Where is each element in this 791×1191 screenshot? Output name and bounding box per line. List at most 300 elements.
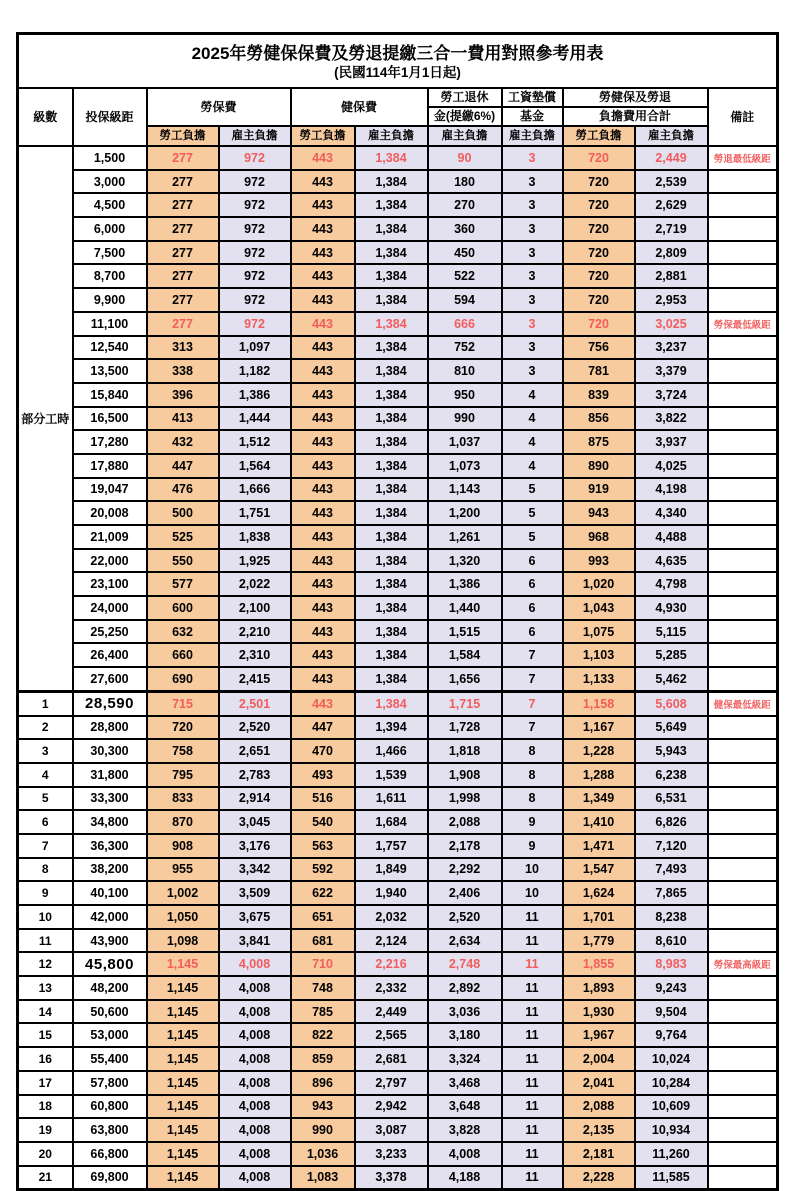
cell-insured-bracket: 6,000 — [73, 217, 147, 241]
cell-insured-bracket: 25,250 — [73, 620, 147, 644]
table-row — [18, 525, 778, 549]
cell-labor-employer: 2,783 — [219, 763, 291, 787]
cell-wage-fund-employer: 11 — [502, 929, 563, 953]
cell-health-employee: 563 — [291, 834, 355, 858]
cell-wage-fund-employer: 5 — [502, 478, 563, 502]
cell-insured-bracket: 22,000 — [73, 549, 147, 573]
cell-insured-bracket: 42,000 — [73, 905, 147, 929]
cell-total-employee: 1,547 — [563, 858, 635, 882]
cell-pension-employer: 1,715 — [428, 691, 502, 715]
table-row — [18, 1000, 778, 1024]
cell-labor-employee: 690 — [147, 667, 219, 691]
cell-insured-bracket: 16,500 — [73, 407, 147, 431]
cell-total-employee: 1,967 — [563, 1023, 635, 1047]
cell-insured-bracket: 1,500 — [73, 146, 147, 170]
cell-insured-bracket: 28,590 — [73, 691, 147, 715]
subheader-labor-employee: 勞工負擔 — [147, 126, 219, 146]
cell-health-employer: 1,940 — [355, 881, 428, 905]
cell-pension-employer: 180 — [428, 170, 502, 194]
cell-labor-employer: 1,925 — [219, 549, 291, 573]
cell-insured-bracket: 31,800 — [73, 763, 147, 787]
cell-note: 健保最低級距 — [708, 691, 778, 715]
cell-labor-employee: 500 — [147, 501, 219, 525]
cell-labor-employee: 795 — [147, 763, 219, 787]
table-row — [18, 549, 778, 573]
cell-pension-employer: 2,292 — [428, 858, 502, 882]
cell-wage-fund-employer: 4 — [502, 430, 563, 454]
cell-pension-employer: 1,143 — [428, 478, 502, 502]
cell-health-employer: 1,466 — [355, 739, 428, 763]
cell-wage-fund-employer: 3 — [502, 336, 563, 360]
cell-note — [708, 1118, 778, 1142]
cell-wage-fund-employer: 3 — [502, 288, 563, 312]
cell-total-employee: 781 — [563, 359, 635, 383]
cell-health-employee: 540 — [291, 810, 355, 834]
cell-total-employer: 5,462 — [635, 667, 708, 691]
cell-insured-bracket: 26,400 — [73, 643, 147, 667]
cell-total-employer: 6,826 — [635, 810, 708, 834]
cell-level: 10 — [18, 905, 73, 929]
cell-total-employer: 3,724 — [635, 383, 708, 407]
cell-insured-bracket: 33,300 — [73, 787, 147, 811]
cell-total-employee: 1,288 — [563, 763, 635, 787]
cell-pension-employer: 3,324 — [428, 1047, 502, 1071]
cell-note — [708, 976, 778, 1000]
cell-level: 5 — [18, 787, 73, 811]
cell-health-employer: 2,565 — [355, 1023, 428, 1047]
cell-labor-employer: 972 — [219, 193, 291, 217]
cell-total-employer: 10,024 — [635, 1047, 708, 1071]
cell-labor-employee: 1,145 — [147, 1142, 219, 1166]
cell-pension-employer: 1,261 — [428, 525, 502, 549]
cell-health-employer: 1,384 — [355, 501, 428, 525]
table-row — [18, 217, 778, 241]
title-box — [18, 34, 778, 89]
cell-total-employee: 1,624 — [563, 881, 635, 905]
cell-health-employee: 443 — [291, 643, 355, 667]
table-row — [18, 1118, 778, 1142]
cell-insured-bracket: 63,800 — [73, 1118, 147, 1142]
cell-note — [708, 596, 778, 620]
cell-insured-bracket: 7,500 — [73, 241, 147, 265]
cell-note — [708, 241, 778, 265]
cell-level: 14 — [18, 1000, 73, 1024]
cell-labor-employee: 1,145 — [147, 1047, 219, 1071]
table-row — [18, 572, 778, 596]
cell-note — [708, 810, 778, 834]
cell-wage-fund-employer: 10 — [502, 881, 563, 905]
cell-labor-employee: 870 — [147, 810, 219, 834]
cell-health-employer: 1,384 — [355, 241, 428, 265]
cell-health-employer: 1,384 — [355, 359, 428, 383]
cell-total-employer: 3,822 — [635, 407, 708, 431]
cell-level: 7 — [18, 834, 73, 858]
cell-health-employee: 1,036 — [291, 1142, 355, 1166]
cell-insured-bracket: 23,100 — [73, 572, 147, 596]
cell-labor-employer: 972 — [219, 146, 291, 170]
cell-insured-bracket: 36,300 — [73, 834, 147, 858]
table-row — [18, 336, 778, 360]
cell-labor-employee: 600 — [147, 596, 219, 620]
cell-total-employer: 8,983 — [635, 952, 708, 976]
cell-insured-bracket: 30,300 — [73, 739, 147, 763]
cell-note — [708, 572, 778, 596]
cell-insured-bracket: 53,000 — [73, 1023, 147, 1047]
cell-pension-employer: 450 — [428, 241, 502, 265]
cell-total-employer: 4,025 — [635, 454, 708, 478]
cell-pension-employer: 1,440 — [428, 596, 502, 620]
cell-wage-fund-employer: 11 — [502, 1095, 563, 1119]
cell-note — [708, 787, 778, 811]
cell-pension-employer: 270 — [428, 193, 502, 217]
cell-labor-employer: 4,008 — [219, 1047, 291, 1071]
cell-labor-employer: 3,176 — [219, 834, 291, 858]
cell-wage-fund-employer: 11 — [502, 952, 563, 976]
cell-labor-employee: 715 — [147, 691, 219, 715]
cell-note — [708, 858, 778, 882]
cell-health-employee: 443 — [291, 525, 355, 549]
subheader-health-employer: 雇主負擔 — [355, 126, 428, 146]
table-row — [18, 170, 778, 194]
cell-wage-fund-employer: 4 — [502, 383, 563, 407]
cell-total-employee: 720 — [563, 288, 635, 312]
cell-pension-employer: 1,073 — [428, 454, 502, 478]
cell-insured-bracket: 11,100 — [73, 312, 147, 336]
cell-pension-employer: 594 — [428, 288, 502, 312]
cell-labor-employee: 277 — [147, 312, 219, 336]
cell-labor-employer: 4,008 — [219, 1000, 291, 1024]
cell-level: 1 — [18, 691, 73, 715]
cell-pension-employer: 752 — [428, 336, 502, 360]
cell-health-employer: 1,384 — [355, 407, 428, 431]
cell-health-employee: 443 — [291, 501, 355, 525]
cell-health-employee: 443 — [291, 620, 355, 644]
cell-level: 3 — [18, 739, 73, 763]
table-row — [18, 739, 778, 763]
cell-pension-employer: 2,406 — [428, 881, 502, 905]
cell-insured-bracket: 66,800 — [73, 1142, 147, 1166]
cell-note — [708, 643, 778, 667]
cell-total-employer: 6,238 — [635, 763, 708, 787]
cell-wage-fund-employer: 3 — [502, 312, 563, 336]
cell-total-employer: 8,238 — [635, 905, 708, 929]
cell-health-employer: 1,384 — [355, 478, 428, 502]
cell-labor-employee: 833 — [147, 787, 219, 811]
table-row — [18, 312, 778, 336]
cell-insured-bracket: 21,009 — [73, 525, 147, 549]
cell-insured-bracket: 55,400 — [73, 1047, 147, 1071]
cell-total-employee: 720 — [563, 170, 635, 194]
cell-note — [708, 193, 778, 217]
cell-note — [708, 407, 778, 431]
cell-note — [708, 478, 778, 502]
cell-labor-employee: 1,145 — [147, 976, 219, 1000]
cell-pension-employer: 3,648 — [428, 1095, 502, 1119]
cell-health-employee: 443 — [291, 264, 355, 288]
cell-pension-employer: 522 — [428, 264, 502, 288]
cell-note — [708, 383, 778, 407]
cell-labor-employee: 720 — [147, 716, 219, 740]
cell-total-employer: 5,649 — [635, 716, 708, 740]
table-row — [18, 193, 778, 217]
cell-level: 4 — [18, 763, 73, 787]
table-row — [18, 810, 778, 834]
cell-total-employer: 10,284 — [635, 1071, 708, 1095]
table-row — [18, 929, 778, 953]
cell-pension-employer: 3,828 — [428, 1118, 502, 1142]
page-subtitle: (民國114年1月1日起) — [334, 65, 461, 81]
cell-total-employer: 4,635 — [635, 549, 708, 573]
cell-total-employee: 720 — [563, 146, 635, 170]
cell-health-employer: 2,032 — [355, 905, 428, 929]
cell-total-employer: 4,798 — [635, 572, 708, 596]
table-row — [18, 596, 778, 620]
cell-total-employer: 4,198 — [635, 478, 708, 502]
cell-labor-employee: 1,002 — [147, 881, 219, 905]
cell-total-employee: 1,701 — [563, 905, 635, 929]
cell-pension-employer: 950 — [428, 383, 502, 407]
table-row — [18, 691, 778, 715]
cell-pension-employer: 1,386 — [428, 572, 502, 596]
cell-labor-employer: 3,045 — [219, 810, 291, 834]
cell-health-employee: 443 — [291, 478, 355, 502]
cell-health-employer: 1,384 — [355, 312, 428, 336]
cell-health-employer: 1,384 — [355, 383, 428, 407]
cell-labor-employee: 313 — [147, 336, 219, 360]
cell-health-employer: 2,332 — [355, 976, 428, 1000]
cell-health-employer: 1,384 — [355, 170, 428, 194]
cell-labor-employee: 277 — [147, 170, 219, 194]
cell-total-employee: 2,135 — [563, 1118, 635, 1142]
cell-health-employer: 1,384 — [355, 454, 428, 478]
cell-pension-employer: 2,520 — [428, 905, 502, 929]
cell-total-employer: 11,585 — [635, 1166, 708, 1190]
cell-pension-employer: 810 — [428, 359, 502, 383]
cell-total-employee: 720 — [563, 193, 635, 217]
cell-total-employer: 7,493 — [635, 858, 708, 882]
cell-labor-employer: 3,841 — [219, 929, 291, 953]
cell-level: 15 — [18, 1023, 73, 1047]
table-row — [18, 905, 778, 929]
cell-health-employer: 3,233 — [355, 1142, 428, 1166]
col-header-bracket: 投保級距 — [73, 88, 147, 146]
cell-insured-bracket: 69,800 — [73, 1166, 147, 1190]
cell-total-employer: 2,719 — [635, 217, 708, 241]
cell-labor-employer: 1,386 — [219, 383, 291, 407]
cell-labor-employee: 1,145 — [147, 952, 219, 976]
cell-note — [708, 1047, 778, 1071]
cell-note — [708, 170, 778, 194]
cell-total-employee: 1,893 — [563, 976, 635, 1000]
cell-labor-employer: 972 — [219, 264, 291, 288]
cell-note — [708, 834, 778, 858]
cell-wage-fund-employer: 3 — [502, 359, 563, 383]
cell-insured-bracket: 40,100 — [73, 881, 147, 905]
cell-total-employer: 3,937 — [635, 430, 708, 454]
cell-labor-employee: 577 — [147, 572, 219, 596]
cell-wage-fund-employer: 11 — [502, 1118, 563, 1142]
cell-health-employee: 943 — [291, 1095, 355, 1119]
table-row — [18, 881, 778, 905]
table-row — [18, 834, 778, 858]
table-row — [18, 952, 778, 976]
cell-wage-fund-employer: 6 — [502, 596, 563, 620]
cell-labor-employee: 1,145 — [147, 1071, 219, 1095]
cell-total-employee: 720 — [563, 241, 635, 265]
cell-total-employer: 2,539 — [635, 170, 708, 194]
cell-labor-employer: 4,008 — [219, 976, 291, 1000]
cell-labor-employee: 476 — [147, 478, 219, 502]
cell-level: 17 — [18, 1071, 73, 1095]
cell-health-employee: 443 — [291, 572, 355, 596]
cell-note — [708, 1142, 778, 1166]
cell-labor-employee: 758 — [147, 739, 219, 763]
cell-pension-employer: 90 — [428, 146, 502, 170]
cell-labor-employer: 972 — [219, 241, 291, 265]
cell-health-employee: 1,083 — [291, 1166, 355, 1190]
cell-health-employer: 2,681 — [355, 1047, 428, 1071]
cell-labor-employer: 4,008 — [219, 1071, 291, 1095]
cell-wage-fund-employer: 6 — [502, 572, 563, 596]
cell-pension-employer: 1,818 — [428, 739, 502, 763]
cell-wage-fund-employer: 10 — [502, 858, 563, 882]
cell-wage-fund-employer: 11 — [502, 1071, 563, 1095]
cell-total-employee: 1,020 — [563, 572, 635, 596]
cell-note — [708, 1023, 778, 1047]
cell-wage-fund-employer: 3 — [502, 170, 563, 194]
cell-wage-fund-employer: 7 — [502, 716, 563, 740]
cell-total-employee: 1,103 — [563, 643, 635, 667]
cell-level: 11 — [18, 929, 73, 953]
col-header-wage-fund-line2: 基金 — [502, 107, 563, 126]
cell-wage-fund-employer: 11 — [502, 976, 563, 1000]
cell-note — [708, 549, 778, 573]
col-header-total-line2: 負擔費用合計 — [563, 107, 708, 126]
cell-total-employee: 2,004 — [563, 1047, 635, 1071]
cell-labor-employer: 1,097 — [219, 336, 291, 360]
cell-insured-bracket: 4,500 — [73, 193, 147, 217]
cell-health-employee: 443 — [291, 596, 355, 620]
cell-health-employee: 710 — [291, 952, 355, 976]
cell-health-employer: 1,384 — [355, 620, 428, 644]
cell-health-employee: 443 — [291, 359, 355, 383]
cell-insured-bracket: 8,700 — [73, 264, 147, 288]
cell-note — [708, 739, 778, 763]
table-row — [18, 1047, 778, 1071]
cell-pension-employer: 1,037 — [428, 430, 502, 454]
cell-labor-employer: 972 — [219, 312, 291, 336]
cell-health-employee: 443 — [291, 217, 355, 241]
table-row — [18, 146, 778, 170]
cell-health-employer: 1,384 — [355, 691, 428, 715]
cell-labor-employee: 277 — [147, 146, 219, 170]
cell-wage-fund-employer: 11 — [502, 1166, 563, 1190]
cell-insured-bracket: 12,540 — [73, 336, 147, 360]
cell-insured-bracket: 45,800 — [73, 952, 147, 976]
cell-wage-fund-employer: 11 — [502, 1047, 563, 1071]
cell-health-employee: 748 — [291, 976, 355, 1000]
cell-note — [708, 716, 778, 740]
cell-health-employee: 447 — [291, 716, 355, 740]
table-row — [18, 454, 778, 478]
cell-pension-employer: 3,468 — [428, 1071, 502, 1095]
cell-health-employee: 443 — [291, 336, 355, 360]
cell-total-employer: 5,943 — [635, 739, 708, 763]
cell-total-employer: 5,115 — [635, 620, 708, 644]
table-row — [18, 858, 778, 882]
cell-insured-bracket: 57,800 — [73, 1071, 147, 1095]
cell-wage-fund-employer: 5 — [502, 525, 563, 549]
cell-health-employee: 443 — [291, 549, 355, 573]
cell-wage-fund-employer: 3 — [502, 264, 563, 288]
cell-health-employer: 1,384 — [355, 430, 428, 454]
table-row — [18, 787, 778, 811]
cell-labor-employer: 2,651 — [219, 739, 291, 763]
cell-insured-bracket: 28,800 — [73, 716, 147, 740]
cell-insured-bracket: 24,000 — [73, 596, 147, 620]
cell-note: 勞退最低級距 — [708, 146, 778, 170]
cell-wage-fund-employer: 3 — [502, 146, 563, 170]
cell-note — [708, 359, 778, 383]
cell-labor-employee: 277 — [147, 193, 219, 217]
table-row — [18, 407, 778, 431]
col-header-labor-insurance: 勞保費 — [147, 88, 291, 126]
cell-note — [708, 1095, 778, 1119]
cell-wage-fund-employer: 8 — [502, 763, 563, 787]
cell-labor-employer: 2,022 — [219, 572, 291, 596]
cell-total-employer: 10,609 — [635, 1095, 708, 1119]
cell-level: 12 — [18, 952, 73, 976]
cell-total-employer: 9,243 — [635, 976, 708, 1000]
cell-labor-employer: 972 — [219, 170, 291, 194]
cell-labor-employer: 1,444 — [219, 407, 291, 431]
col-header-total-line1: 勞健保及勞退 — [563, 88, 708, 107]
cell-health-employee: 592 — [291, 858, 355, 882]
cell-labor-employee: 277 — [147, 217, 219, 241]
cell-level: 18 — [18, 1095, 73, 1119]
cell-labor-employer: 2,520 — [219, 716, 291, 740]
table-row — [18, 620, 778, 644]
title-row — [18, 34, 778, 89]
cell-wage-fund-employer: 7 — [502, 691, 563, 715]
cell-labor-employer: 1,512 — [219, 430, 291, 454]
cell-labor-employee: 550 — [147, 549, 219, 573]
cell-note — [708, 264, 778, 288]
cell-total-employee: 968 — [563, 525, 635, 549]
cell-insured-bracket: 13,500 — [73, 359, 147, 383]
cell-insured-bracket: 20,008 — [73, 501, 147, 525]
cell-total-employer: 5,608 — [635, 691, 708, 715]
cell-labor-employee: 525 — [147, 525, 219, 549]
cell-pension-employer: 990 — [428, 407, 502, 431]
cell-labor-employee: 1,145 — [147, 1095, 219, 1119]
cell-wage-fund-employer: 11 — [502, 1000, 563, 1024]
table-body — [18, 146, 778, 1190]
table-row — [18, 501, 778, 525]
cell-insured-bracket: 50,600 — [73, 1000, 147, 1024]
cell-labor-employee: 396 — [147, 383, 219, 407]
cell-wage-fund-employer: 11 — [502, 1142, 563, 1166]
cell-health-employer: 1,757 — [355, 834, 428, 858]
cell-insured-bracket: 60,800 — [73, 1095, 147, 1119]
cell-total-employee: 720 — [563, 264, 635, 288]
cell-labor-employer: 972 — [219, 217, 291, 241]
cell-insured-bracket: 17,880 — [73, 454, 147, 478]
cell-health-employer: 1,384 — [355, 264, 428, 288]
cell-health-employer: 1,384 — [355, 643, 428, 667]
cell-level: 19 — [18, 1118, 73, 1142]
cell-health-employer: 1,384 — [355, 217, 428, 241]
